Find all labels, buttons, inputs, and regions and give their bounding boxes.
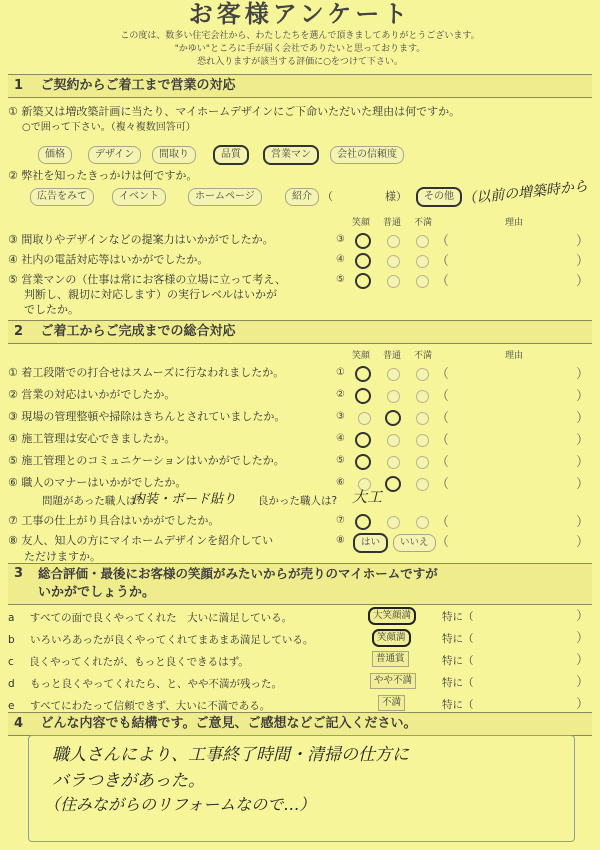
rating-normal[interactable] [387,456,400,469]
rating-normal[interactable] [387,275,400,288]
rating-somewhat-dissatisfied[interactable]: やや不満 [370,673,416,689]
row-key: b [8,634,15,646]
rating-bad[interactable] [416,368,429,381]
intro-line-3: 恐れ入りますが該当する評価に○をつけて下さい。 [197,57,403,67]
rating-mark: ⑥ [336,477,345,488]
rating-normal[interactable] [387,434,400,447]
row-key: a [8,612,15,624]
reason-close-paren: ） [576,274,590,289]
note-close-paren: ） [576,609,590,624]
reason-close-paren: ） [576,411,590,426]
col-reason-header: 理由 [505,218,524,228]
row-note-prefix: 特に（ [442,699,474,711]
source-event[interactable]: イベント [112,188,166,206]
s2-question-8-line-1: ⑧ 友人、知人の方にマイホームデザインを紹介してい [8,534,274,547]
reason-price[interactable]: 価格 [38,146,72,164]
reason-close-paren: ） [576,389,590,404]
reason-open-paren: （ [436,234,450,249]
rating-good-selected[interactable] [355,432,371,448]
question-2: ② 弊社を知ったきっかけは何ですか。 [8,169,198,182]
problem-craftsman-handwritten: 内装・ボード貼り [132,492,237,507]
col-reason-header: 理由 [505,351,524,361]
row-key: d [8,678,15,690]
rating-bad[interactable] [416,456,429,469]
question-4: ④ 社内の電話対応等はいかがでしたか。 [8,253,209,266]
rating-mark: ④ [336,254,345,265]
section-title: どんな内容でも結構です。ご意見、ご感想などご記入ください。 [40,716,417,731]
row-text: もっと良くやってくれたら、と、やや不満が残った。 [30,678,283,690]
reason-close-paren: ） [576,433,590,448]
section-title-line-1: 総合評価・最後にお客様の笑顔がみたいからが売りのマイホームですが [38,566,438,581]
section-number: 2 [14,324,24,339]
reason-close-paren: ） [576,515,590,530]
row-text: すべての面で良くやってくれた 大いに満足している。 [29,612,293,624]
s2-question-7: ⑦ 工事の仕上がり具合はいかがでしたか。 [8,514,220,527]
reason-close-paren: ） [576,477,590,492]
referral-paren-open: （ [322,190,333,203]
reason-open-paren: （ [436,477,450,492]
rating-good-selected[interactable] [355,366,371,382]
reason-close-paren: ） [576,234,590,249]
rating-bad[interactable] [416,478,429,491]
reason-close-paren: ） [576,254,590,269]
reason-close-paren: ） [576,535,590,550]
reason-open-paren: （ [436,455,450,470]
rating-mark: ⑦ [336,515,345,526]
rating-good-selected[interactable] [355,514,371,530]
form-title: お客様アンケート [188,0,412,28]
source-other-handwritten: （以前の増築時から [461,178,589,208]
rating-bad[interactable] [416,235,429,248]
row-note-prefix: 特に（ [442,677,474,689]
section-number: 4 [14,716,24,731]
col-good-header: 笑顔 [352,218,371,228]
question-3: ③ 間取りやデザインなどの提案力はいかがでしたか。 [8,233,274,246]
reason-open-paren: （ [436,389,450,404]
s2-question-2: ② 営業の対応はいかがでしたか。 [8,388,176,401]
referral-no[interactable]: いいえ [393,534,436,552]
source-referral[interactable]: 紹介 [285,188,319,206]
s3-row-b [8,632,313,647]
rating-bad[interactable] [416,255,429,268]
reason-close-paren: ） [576,455,590,470]
intro-line-1: この度は、数多い住宅会社から、わたしたちを選んで頂きましてありがとうございます。 [120,31,480,41]
rating-good-selected[interactable] [355,388,371,404]
reason-open-paren: （ [436,433,450,448]
question-1-instruction: ○で囲って下さい。（複々複数回答可） [22,122,196,133]
rating-satisfied-selected[interactable]: 笑顔満 [372,629,411,647]
section-4-header [8,712,592,736]
good-craftsman-handwritten: 大工 [352,488,383,506]
note-close-paren: ） [576,675,590,690]
s3-row-e [8,698,270,713]
reason-salesperson[interactable]: 営業マン [263,145,319,165]
rating-normal[interactable] [387,368,400,381]
reason-open-paren: （ [436,274,450,289]
rating-normal-selected[interactable] [385,410,401,426]
rating-mark: ④ [336,433,345,444]
row-note-prefix: 特に（ [442,655,474,667]
referral-name-suffix: 様） [385,190,407,203]
comment-handwritten-line-3: （住みながらのリフォームなので…） [44,795,316,814]
comment-handwritten-line-2: バラつきがあった。 [52,771,205,791]
rating-good-selected[interactable] [355,273,371,289]
rating-normal-selected[interactable] [385,476,401,492]
question-1: ① 新築又は増改築計画に当たり、マイホームデザインにご下命いただいた理由は何ですか。 [8,105,461,118]
source-homepage[interactable]: ホームページ [188,188,262,206]
s2-question-5: ⑤ 施工管理とのコミュニケーションはいかがでしたか。 [8,454,285,467]
rating-good-selected[interactable] [355,253,371,269]
rating-good[interactable] [358,412,371,425]
good-craftsman-label: 良かった職人は? [258,495,338,507]
rating-bad[interactable] [416,516,429,529]
s3-row-c [8,654,249,669]
rating-mark: ② [336,389,345,400]
source-other[interactable]: その他 [416,187,462,207]
rating-bad[interactable] [416,412,429,425]
rating-mark: ⑤ [336,274,345,285]
section-2-header [8,320,592,344]
rating-normal[interactable] [387,235,400,248]
note-close-paren: ） [576,631,590,646]
row-text: 良くやってくれたが、もっと良くできるはず。 [29,656,249,668]
section-3-header [8,563,592,605]
intro-line-2: "かゆい"ところに手が届く会社でありたいと思っております。 [174,44,426,54]
rating-good-selected[interactable] [355,233,371,249]
row-text: すべてにわたって信頼できず、大いに不満である。 [29,700,271,712]
rating-bad[interactable] [416,275,429,288]
reason-open-paren: （ [436,367,450,382]
row-key: c [8,656,14,668]
note-close-paren: ） [576,697,590,712]
rating-mark: ⑧ [336,535,345,546]
reason-design[interactable]: デザイン [88,146,141,164]
section-number: 3 [14,566,24,581]
rating-dissatisfied[interactable]: 不満 [378,695,405,711]
col-normal-header: 普通 [383,218,402,228]
col-bad-header: 不満 [414,218,433,228]
problem-craftsman-label: 問題があった職人は? [42,495,142,507]
reason-layout[interactable]: 間取り [152,146,196,164]
row-note-prefix: 特に（ [442,633,474,645]
row-text: いろいろあったが良くやってくれてまあまあ満足している。 [30,634,314,646]
row-note-prefix: 特に（ [442,611,474,623]
rating-very-satisfied-selected[interactable]: 大笑顔満 [368,607,416,625]
section-title: ご契約からご着工まで営業の対応 [40,78,236,93]
section-number: 1 [14,78,24,93]
question-5-line-3: でしたか。 [24,303,79,316]
question-5-line-1: ⑤ 営業マンの（仕事は常にお客様の立場に立って考え、 [8,273,287,286]
section-title: ご着工からご完成までの総合対応 [40,324,236,339]
s2-question-3: ③ 現場の管理整頓や掃除はきちんとされていましたか。 [8,410,286,423]
rating-mark: ③ [336,411,345,422]
referral-yes-selected[interactable]: はい [353,533,388,553]
note-close-paren: ） [576,653,590,668]
rating-bad[interactable] [416,434,429,447]
reason-reliability[interactable]: 会社の信頼度 [330,146,404,164]
s2-question-1: ① 着工段階での打合せはスムーズに行なわれましたか。 [8,366,285,379]
col-bad-header: 不満 [414,351,433,361]
section-1-header [8,74,592,98]
reason-close-paren: ） [576,367,590,382]
s3-row-d [8,676,282,691]
source-ad[interactable]: 広告をみて [30,188,94,206]
row-key: e [8,700,15,712]
col-good-header: 笑顔 [352,351,371,361]
rating-bad[interactable] [416,390,429,403]
s3-row-a [8,610,292,625]
question-5-line-2: 判断し、親切に対応します）の実行レベルはいかが [24,288,277,301]
rating-good-selected[interactable] [355,454,371,470]
rating-normal[interactable] [387,390,400,403]
reason-open-paren: （ [436,535,450,550]
rating-mark: ① [336,367,345,378]
s2-question-8-line-2: ただけますか。 [24,550,101,563]
section-title-line-2: いかがでしょうか。 [38,585,156,600]
rating-normal[interactable] [387,255,400,268]
col-normal-header: 普通 [383,351,402,361]
rating-mark: ③ [336,234,345,245]
reason-open-paren: （ [436,515,450,530]
reason-open-paren: （ [436,411,450,426]
rating-normal[interactable] [387,516,400,529]
rating-normal[interactable]: 普通賞 [372,651,409,667]
rating-mark: ⑤ [336,455,345,466]
comment-handwritten-line-1: 職人さんにより、工事終了時間・清掃の仕方に [52,745,409,765]
s2-question-6: ⑥ 職人のマナーはいかがでしたか。 [8,476,187,489]
reason-open-paren: （ [436,254,450,269]
s2-question-4: ④ 施工管理は安心できましたか。 [8,432,176,445]
reason-quality[interactable]: 品質 [213,145,249,165]
